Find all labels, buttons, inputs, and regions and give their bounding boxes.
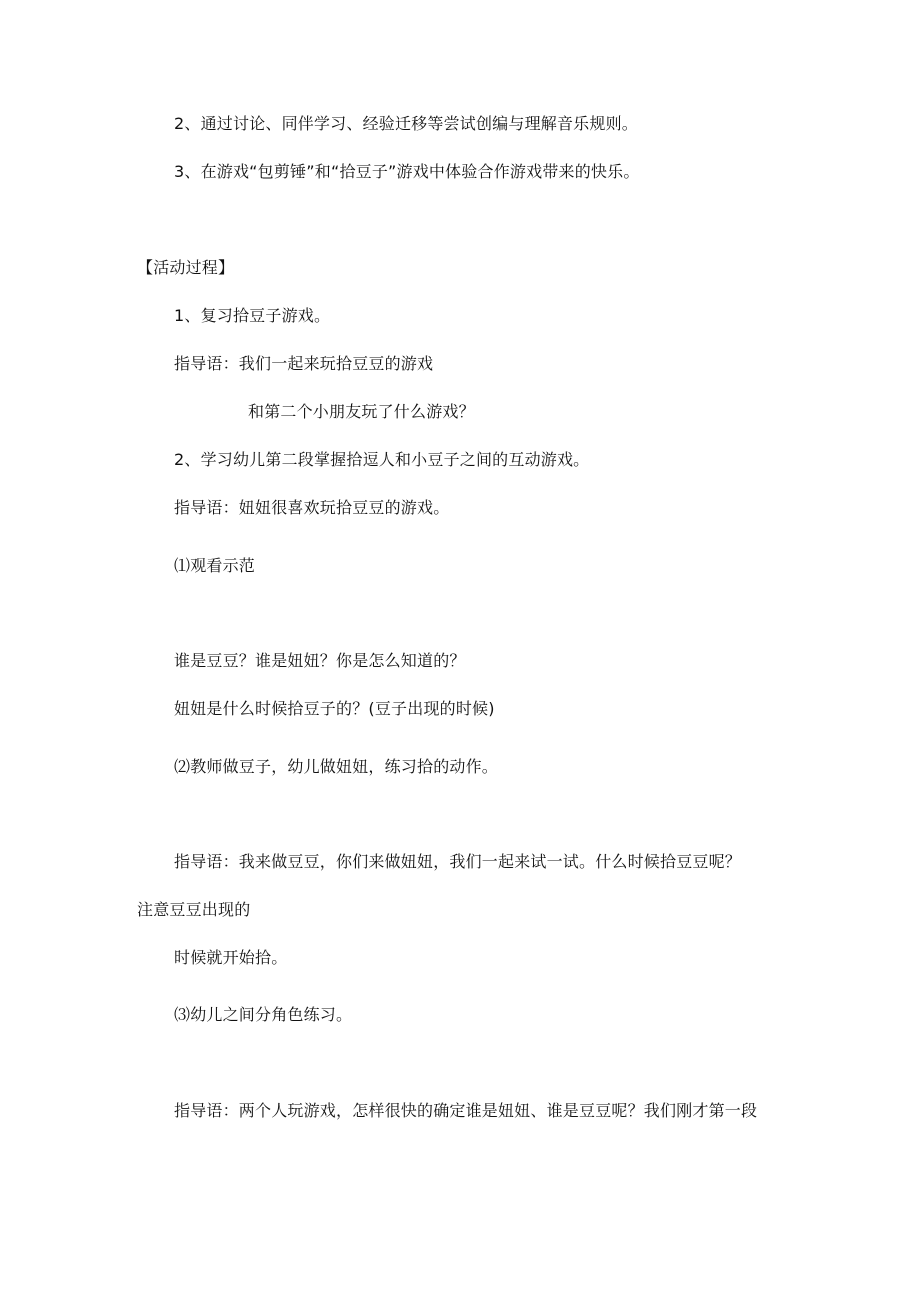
step2-guide: 指导语：妞妞很喜欢玩拾豆豆的游戏。: [174, 498, 450, 517]
sub3-guide: 指导语：两个人玩游戏，怎样很快的确定谁是妞妞、谁是豆豆呢？我们刚才第一段: [174, 1101, 758, 1120]
sub2-guide-line-1: 指导语：我来做豆豆，你们来做妞妞，我们一起来试一试。什么时候拾豆豆呢？: [174, 852, 742, 871]
objective-2: 2、通过讨论、同伴学习、经验迁移等尝试创编与理解音乐规则。: [174, 114, 638, 133]
sub3-title: ⑶幼儿之间分角色练习。: [174, 1005, 353, 1024]
sub2-title: ⑵教师做豆子，幼儿做妞妞，练习拾的动作。: [174, 757, 499, 776]
sub1-title: ⑴观看示范: [174, 556, 256, 575]
sub2-guide-line-3: 时候就开始拾。: [174, 948, 288, 967]
sub1-question-1: 谁是豆豆？谁是妞妞？你是怎么知道的？: [174, 651, 466, 670]
step2-title: 2、学习幼儿第二段掌握拾逗人和小豆子之间的互动游戏。: [174, 450, 590, 469]
sub1-question-2: 妞妞是什么时候拾豆子的？(豆子出现的时候): [174, 699, 495, 718]
step1-title: 1、复习拾豆子游戏。: [174, 306, 331, 325]
step1-question: 和第二个小朋友玩了什么游戏？: [248, 402, 475, 421]
sub2-guide-line-2: 注意豆豆出现的: [137, 900, 251, 919]
section-heading: 【活动过程】: [137, 258, 235, 277]
step1-guide: 指导语：我们一起来玩拾豆豆的游戏: [174, 354, 434, 373]
objective-3: 3、在游戏“包剪锤”和“拾豆子”游戏中体验合作游戏带来的快乐。: [174, 162, 640, 181]
